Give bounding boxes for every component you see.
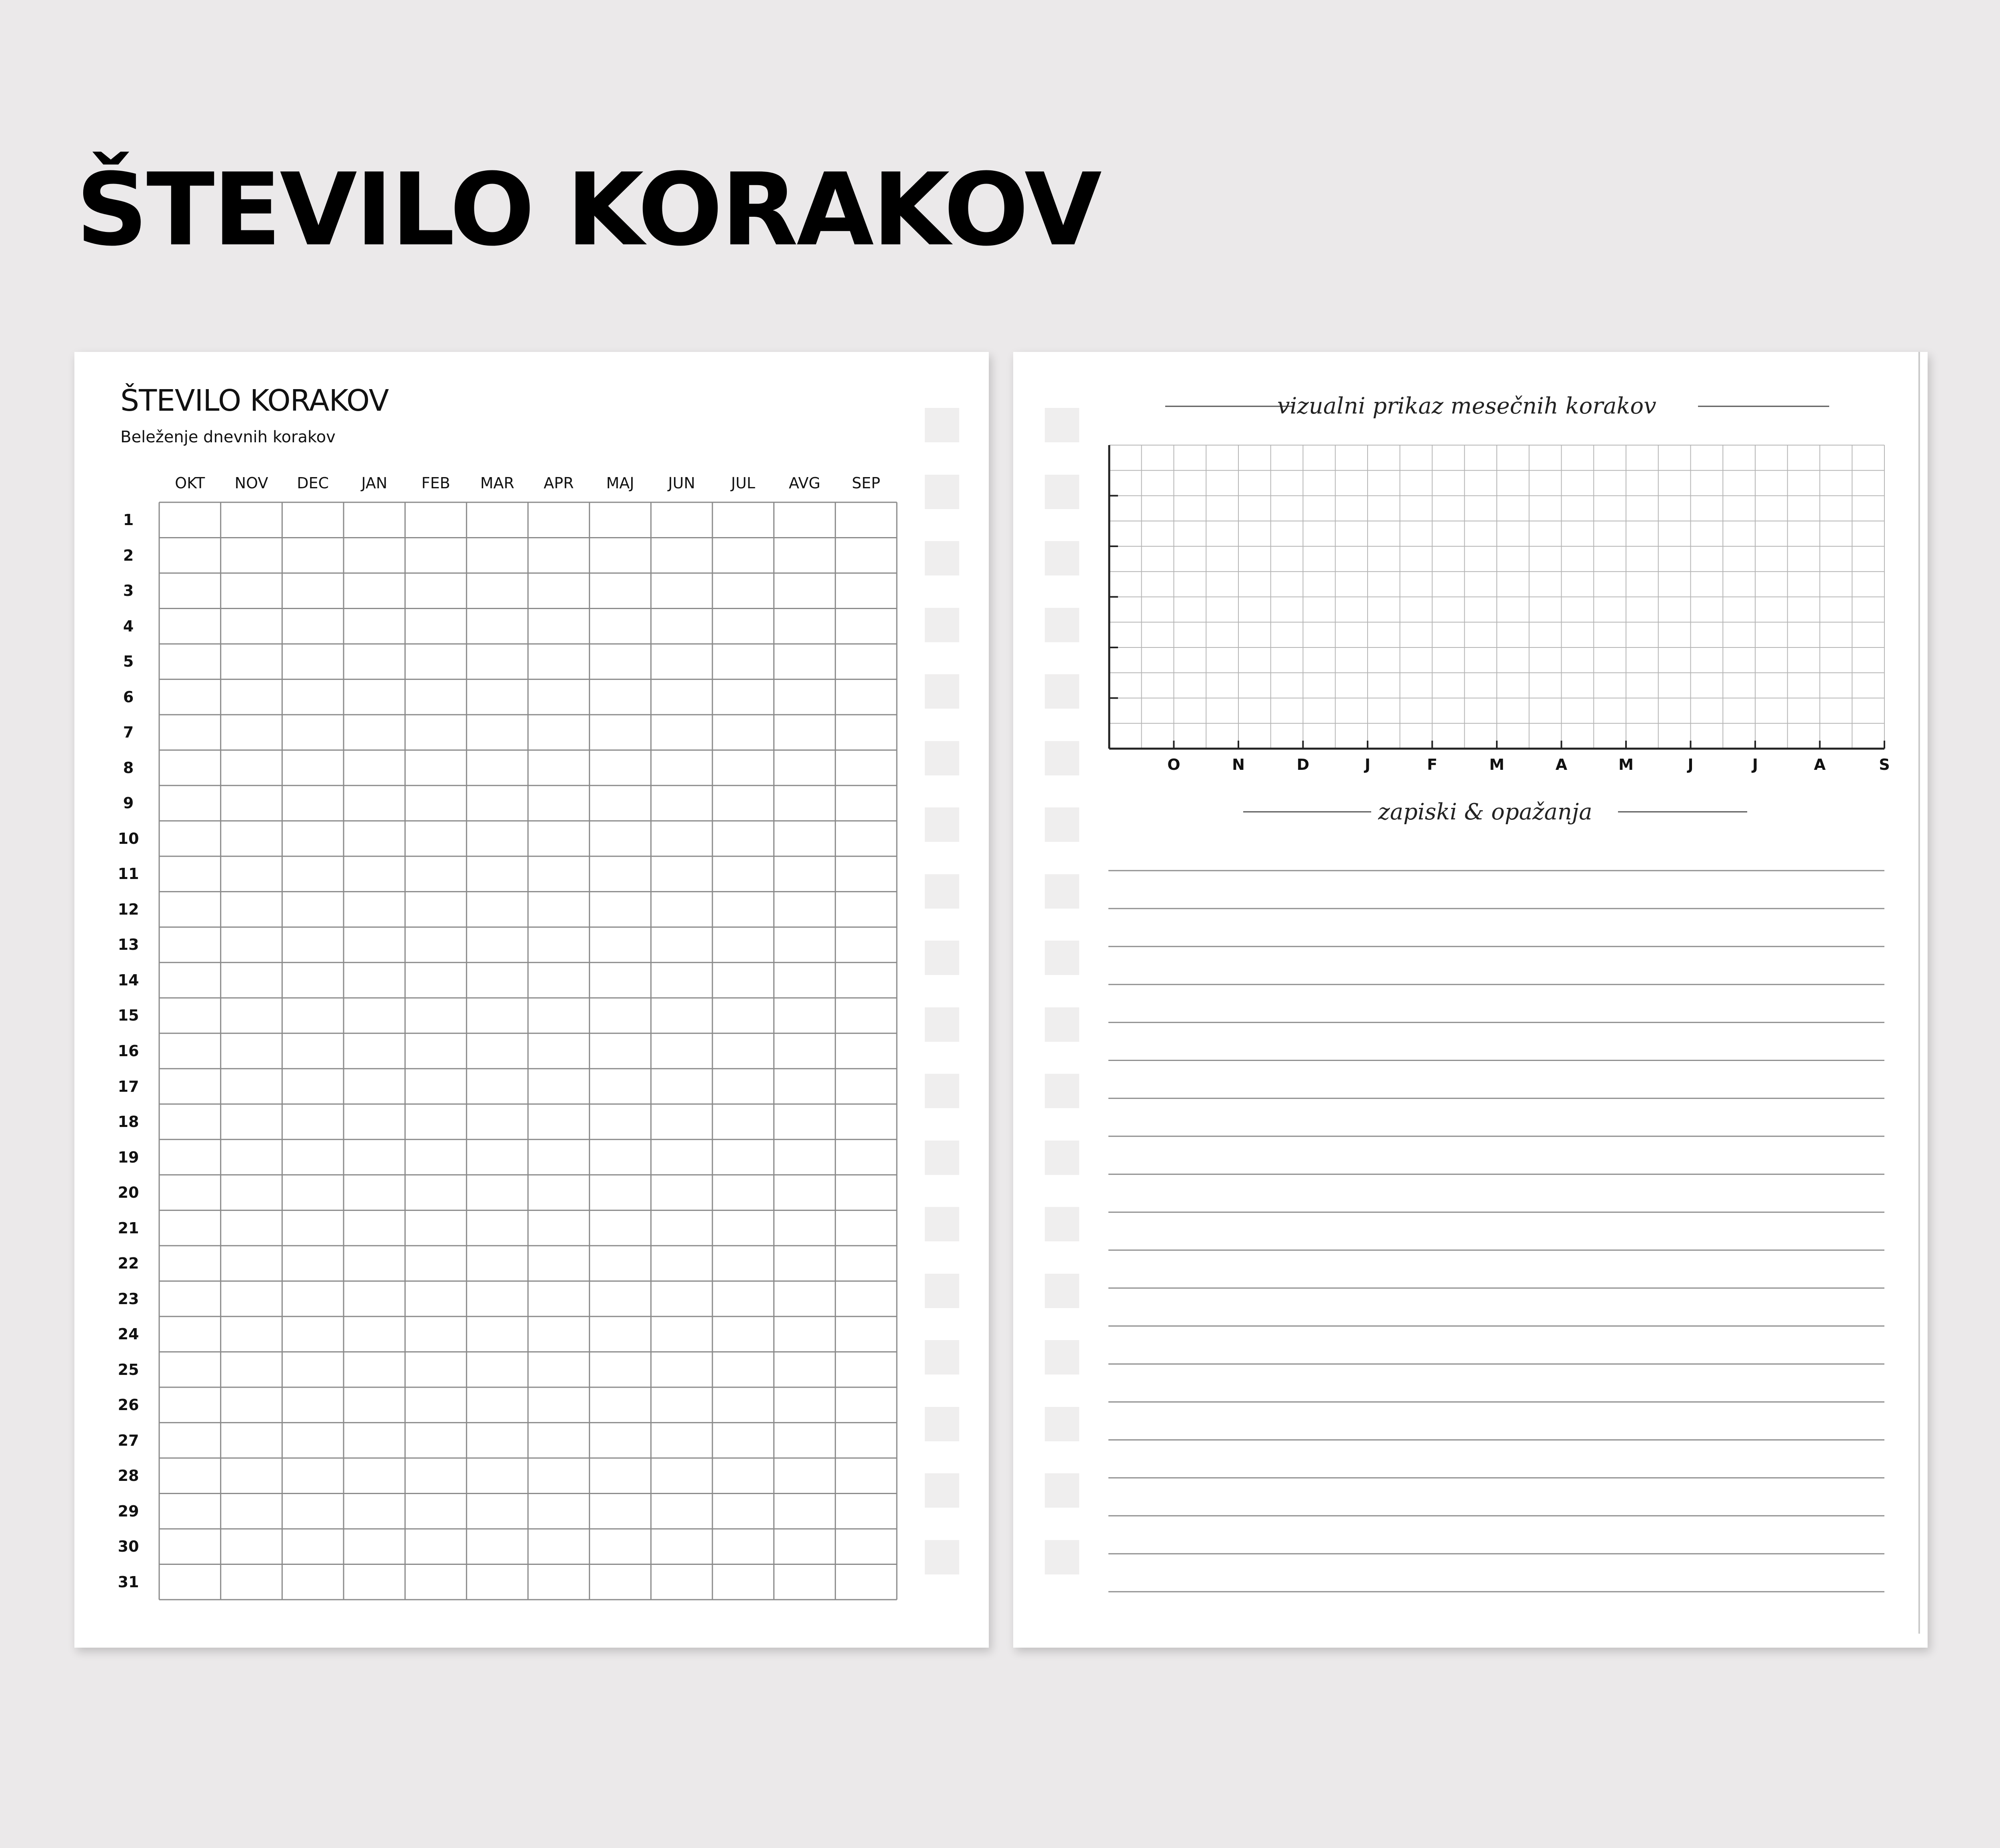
page-tab[interactable] (925, 674, 959, 709)
chart-x-label: A (1555, 756, 1568, 773)
chart-x-label: J (1688, 756, 1694, 773)
chart-x-label: F (1427, 756, 1438, 773)
month-header: MAJ (606, 474, 634, 492)
day-number: 28 (118, 1467, 139, 1485)
page-tab[interactable] (925, 541, 959, 575)
page-tab[interactable] (925, 1141, 959, 1175)
month-header: SEP (852, 474, 880, 492)
chart-notes-page (1013, 352, 1928, 1648)
month-header: MAR (480, 474, 514, 492)
day-number: 30 (118, 1538, 139, 1556)
day-number: 3 (123, 582, 134, 600)
day-number: 18 (118, 1113, 139, 1131)
day-number: 20 (118, 1184, 139, 1202)
month-header: AVG (788, 474, 820, 492)
day-number: 17 (118, 1077, 139, 1095)
day-number: 8 (123, 759, 134, 777)
notes-lines[interactable] (1013, 352, 1928, 1648)
day-number: 29 (118, 1502, 139, 1520)
chart-heading: vizualni prikaz mesečnih korakov (1277, 393, 1656, 419)
day-number: 11 (118, 865, 139, 883)
month-header: FEB (421, 474, 450, 492)
day-number: 2 (123, 546, 134, 564)
page-tab[interactable] (925, 1540, 959, 1574)
page-tab[interactable] (925, 408, 959, 442)
page-tab[interactable] (925, 1207, 959, 1241)
page-tab[interactable] (925, 608, 959, 642)
day-number: 4 (123, 617, 134, 635)
chart-x-label: M (1618, 756, 1634, 773)
daily-steps-grid[interactable] (74, 352, 989, 1648)
chart-x-label: N (1232, 756, 1245, 773)
day-number: 16 (118, 1042, 139, 1060)
day-number: 12 (118, 900, 139, 918)
day-number: 25 (118, 1361, 139, 1379)
tracker-subtitle: Beleženje dnevnih korakov (120, 428, 336, 446)
month-header: JUL (731, 474, 755, 492)
month-header: JAN (361, 474, 388, 492)
page-tab[interactable] (925, 807, 959, 842)
chart-x-label: M (1489, 756, 1504, 773)
month-header: DEC (297, 474, 329, 492)
tracker-page (74, 352, 989, 1648)
day-number: 26 (118, 1396, 139, 1414)
tracker-title: ŠTEVILO KORAKOV (120, 384, 389, 418)
day-number: 7 (123, 723, 134, 741)
notes-heading: zapiski & opažanja (1378, 799, 1592, 825)
month-header: OKT (175, 474, 205, 492)
page-headline: ŠTEVILO KORAKOV (76, 152, 1100, 268)
page-tab[interactable] (925, 941, 959, 975)
page-edge (1918, 352, 1920, 1634)
chart-x-label: D (1296, 756, 1310, 773)
page-tab[interactable] (925, 1340, 959, 1375)
chart-x-label: J (1752, 756, 1758, 773)
page-tab[interactable] (925, 1007, 959, 1042)
day-number: 27 (118, 1431, 139, 1449)
chart-x-label: S (1879, 756, 1890, 773)
chart-x-label: J (1364, 756, 1371, 773)
month-header: APR (544, 474, 574, 492)
day-number: 13 (118, 936, 139, 954)
day-number: 9 (123, 794, 134, 812)
day-number: 10 (118, 829, 139, 847)
day-number: 1 (123, 511, 134, 529)
day-number: 5 (123, 653, 134, 671)
day-number: 22 (118, 1255, 139, 1273)
month-header: JUN (668, 474, 695, 492)
day-number: 24 (118, 1325, 139, 1343)
day-number: 31 (118, 1573, 139, 1591)
day-number: 21 (118, 1219, 139, 1237)
day-number: 23 (118, 1290, 139, 1308)
page-tab[interactable] (925, 1407, 959, 1441)
day-number: 14 (118, 971, 139, 989)
page-tab[interactable] (925, 475, 959, 509)
chart-x-label: A (1814, 756, 1826, 773)
page-tab[interactable] (925, 1074, 959, 1108)
day-number: 15 (118, 1007, 139, 1025)
day-number: 6 (123, 688, 134, 706)
page-tab[interactable] (925, 1473, 959, 1508)
day-number: 19 (118, 1148, 139, 1166)
month-header: NOV (234, 474, 268, 492)
page-tab[interactable] (925, 874, 959, 909)
page-tab[interactable] (925, 741, 959, 775)
page-tab[interactable] (925, 1274, 959, 1308)
chart-x-label: O (1167, 756, 1180, 773)
